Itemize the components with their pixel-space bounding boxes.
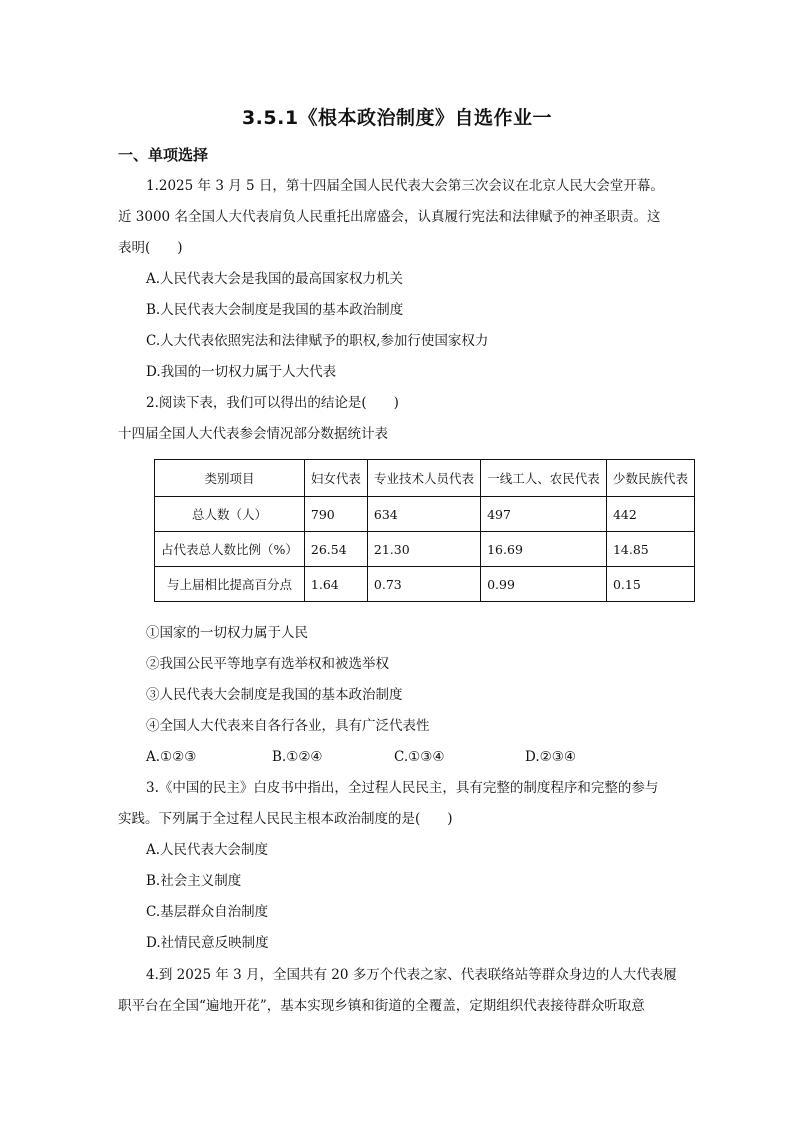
- table-row-label: 总人数（人）: [155, 497, 305, 532]
- document-title: 3.5.1《根本政治制度》自选作业一: [241, 107, 553, 129]
- q2-statement-4: ④全国人大代表来自各行各业，具有广泛代表性: [146, 718, 430, 734]
- table-cell: 790: [304, 497, 367, 532]
- q1-option-b: B.人民代表大会制度是我国的基本政治制度: [146, 302, 404, 318]
- table-row-label: 与上届相比提高百分点: [155, 567, 305, 602]
- q3-stem-line-2: 实践。下列属于全过程人民民主根本政治制度的是( ): [118, 811, 453, 827]
- table-cell: 0.99: [481, 567, 607, 602]
- statistics-table: [154, 459, 695, 602]
- table-cell: 634: [367, 497, 480, 532]
- q4-stem-line-1: 4.到 2025 年 3 月，全国共有 20 多万个代表之家、代表联络站等群众身边的人大代表履: [146, 967, 677, 983]
- q3-stem-line-1: 3.《中国的民主》白皮书中指出，全过程人民民主，具有完整的制度程序和完整的参与: [146, 780, 659, 796]
- q3-option-d: D.社情民意反映制度: [146, 935, 269, 951]
- q2-option-c: C.①③④: [394, 749, 445, 765]
- q3-option-a: A.人民代表大会制度: [146, 842, 269, 858]
- table-header-cell: 妇女代表: [304, 460, 367, 497]
- q1-stem-line-3: 表明( ): [118, 240, 183, 256]
- q2-statement-1: ①国家的一切权力属于人民: [146, 625, 308, 641]
- table-header-cell: 专业技术人员代表: [367, 460, 480, 497]
- table-cell: 26.54: [304, 532, 367, 567]
- table-cell: 16.69: [481, 532, 607, 567]
- q2-option-b: B.①②④: [272, 749, 323, 765]
- table-cell: 0.73: [367, 567, 480, 602]
- q1-option-d: D.我国的一切权力属于人大代表: [146, 364, 337, 380]
- table-header-row: [155, 460, 695, 497]
- table-cell: 497: [481, 497, 607, 532]
- q1-option-a: A.人民代表大会是我国的最高国家权力机关: [146, 271, 404, 287]
- table-cell: 14.85: [606, 532, 694, 567]
- table-cell: 1.64: [304, 567, 367, 602]
- q1-stem-line-1: 1.2025 年 3 月 5 日，第十四届全国人民代表大会第三次会议在北京人民大会堂开幕。: [146, 178, 664, 194]
- table-header-cell: 一线工人、农民代表: [481, 460, 607, 497]
- q4-stem-line-2: 职平台在全国“遍地开花”，基本实现乡镇和街道的全覆盖，定期组织代表接待群众听取意: [118, 998, 645, 1014]
- q2-option-d: D.②③④: [525, 749, 576, 765]
- table-row-label: 占代表总人数比例（%）: [155, 532, 305, 567]
- q2-stem: 2.阅读下表，我们可以得出的结论是( ): [146, 395, 399, 411]
- section-heading: 一、单项选择: [118, 146, 209, 164]
- table-cell: 21.30: [367, 532, 480, 567]
- table-cell: 442: [606, 497, 694, 532]
- table-header-cell: 类别项目: [155, 460, 305, 497]
- q3-option-b: B.社会主义制度: [146, 873, 242, 889]
- q3-option-c: C.基层群众自治制度: [146, 904, 269, 920]
- q1-option-c: C.人大代表依照宪法和法律赋予的职权,参加行使国家权力: [146, 333, 489, 349]
- table-cell: 0.15: [606, 567, 694, 602]
- table-row: [155, 532, 695, 567]
- q1-stem-line-2: 近 3000 名全国人大代表肩负人民重托出席盛会，认真履行宪法和法律赋予的神圣职责。这: [118, 209, 661, 225]
- q2-option-a: A.①②③: [146, 749, 197, 765]
- table-header-cell: 少数民族代表: [606, 460, 694, 497]
- q2-statement-2: ②我国公民平等地享有选举权和被选举权: [146, 656, 389, 672]
- table-row: [155, 567, 695, 602]
- table-title: 十四届全国人大代表参会情况部分数据统计表: [118, 426, 388, 442]
- table-row: [155, 497, 695, 532]
- q2-statement-3: ③人民代表大会制度是我国的基本政治制度: [146, 687, 403, 703]
